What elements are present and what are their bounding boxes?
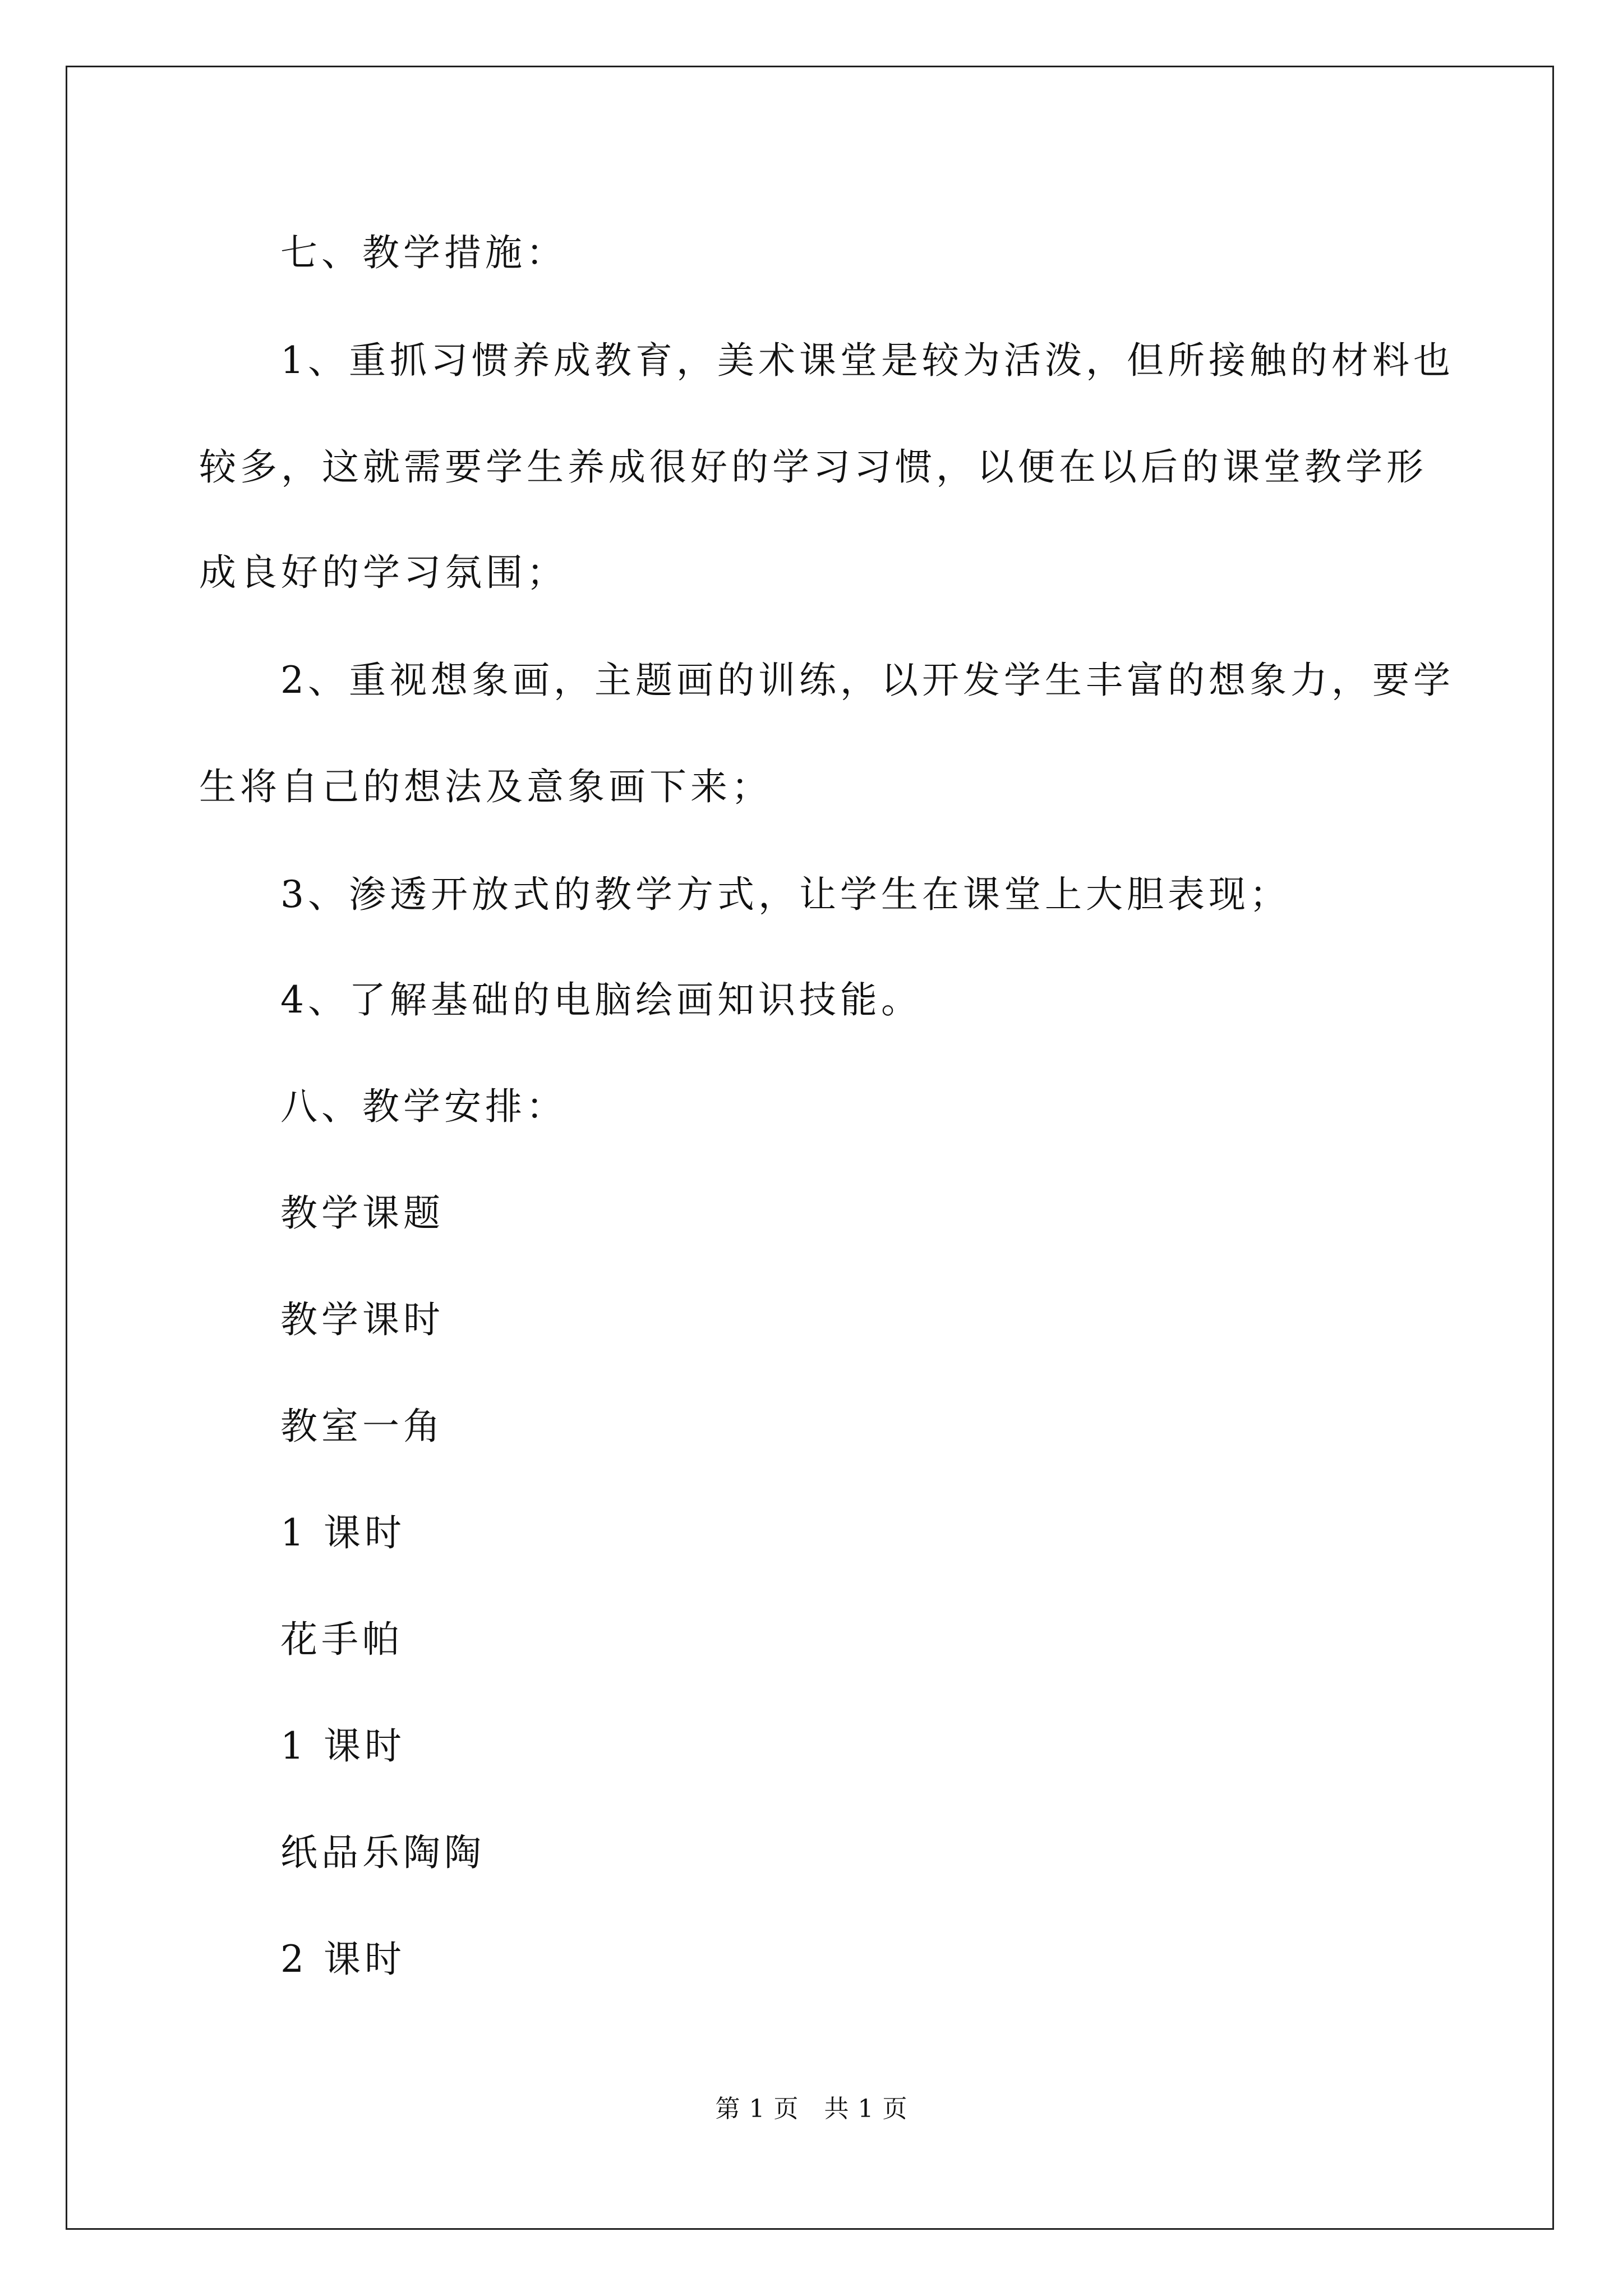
page-number-footer: 第 1 页 共 1 页: [715, 2095, 908, 2123]
measure-4: 4、了解基础的电脑绘画知识技能。: [280, 978, 922, 1022]
measure-1-line-1: 1、重抓习惯养成教育，美术课堂是较为活泼，但所接触的材料也: [280, 339, 1454, 382]
schedule-header-hours: 教学课时: [280, 1298, 444, 1341]
schedule-hours: 1 课时: [280, 1511, 405, 1554]
measure-3: 3、渗透开放式的教学方式，让学生在课堂上大胆表现；: [280, 873, 1290, 916]
schedule-topic: 花手帕: [280, 1618, 403, 1661]
page-border: [66, 66, 1554, 2230]
measure-1-line-3: 成良好的学习氛围；: [199, 551, 568, 594]
measure-2-line-1: 2、重视想象画，主题画的训练，以开发学生丰富的想象力，要学: [280, 659, 1454, 702]
schedule-hours: 2 课时: [280, 1938, 405, 1981]
schedule-hours: 1 课时: [280, 1724, 405, 1768]
measure-2-line-2: 生将自己的想法及意象画下来；: [199, 765, 772, 808]
schedule-header-topic: 教学课题: [280, 1191, 444, 1235]
section-8-heading: 八、教学安排：: [280, 1085, 567, 1128]
schedule-topic: 纸品乐陶陶: [280, 1831, 485, 1874]
measure-1-line-2: 较多，这就需要学生养成很好的学习习惯，以便在以后的课堂教学形: [199, 445, 1427, 489]
schedule-topic: 教室一角: [280, 1405, 444, 1448]
section-7-heading: 七、教学措施：: [280, 231, 567, 274]
